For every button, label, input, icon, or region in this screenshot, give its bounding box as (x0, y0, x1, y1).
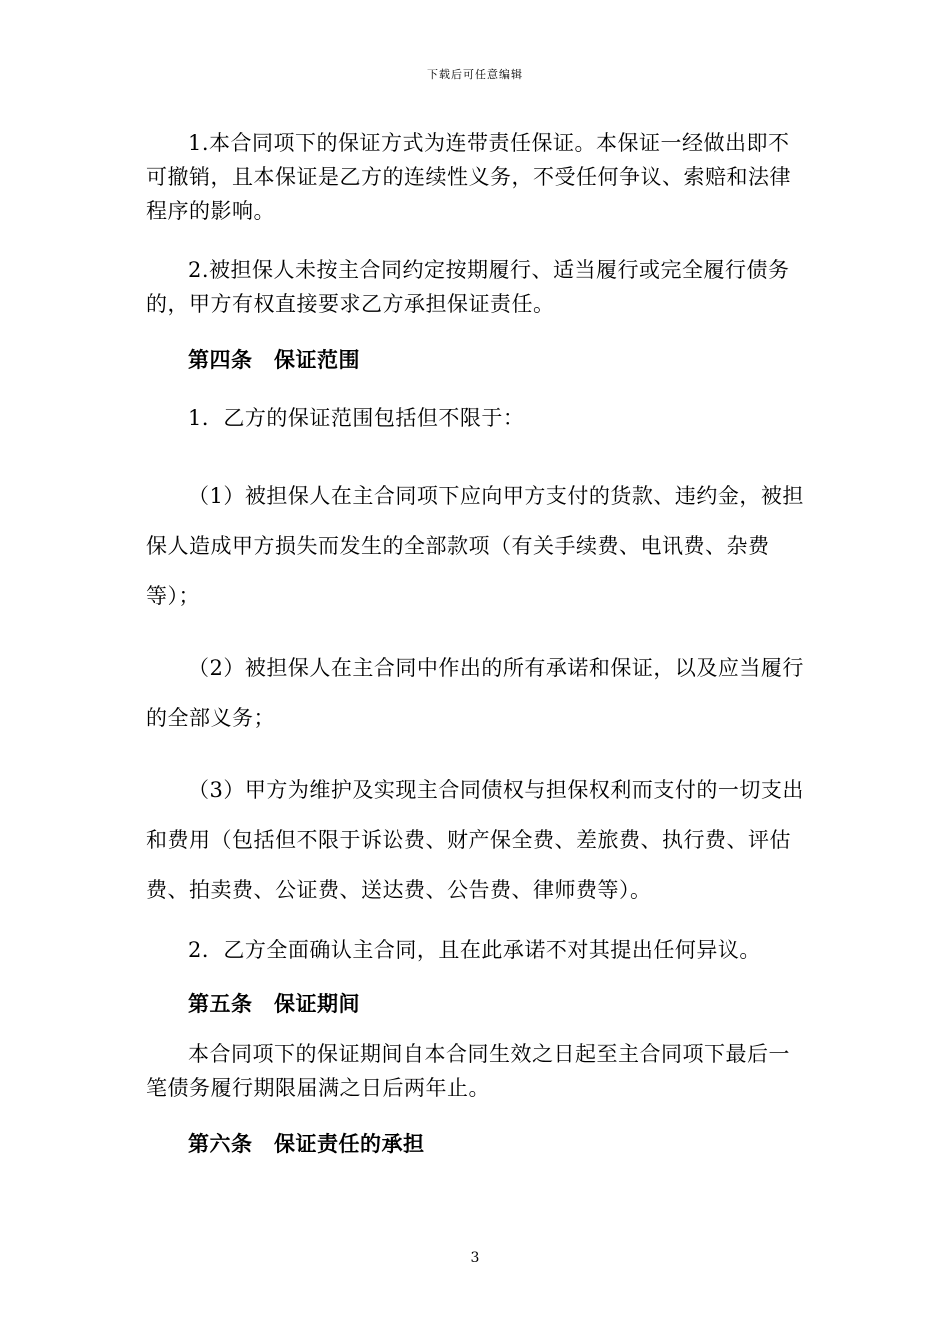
confirmation-paragraph: 2．乙方全面确认主合同，且在此承诺不对其提出任何异议。 (188, 938, 761, 962)
clause-paragraph-1: 1.本合同项下的保证方式为连带责任保证。本保证一经做出即不可撤销，且本保证是乙方的连续性义务，不受任何争议、索赔和法律程序的影响。 (146, 131, 791, 223)
guarantee-period-paragraph: 本合同项下的保证期间自本合同生效之日起至主合同项下最后一笔债务履行期限届满之日后两年止。 (146, 1042, 790, 1100)
page-number: 3 (470, 1250, 480, 1266)
scope-intro: 1．乙方的保证范围包括但不限于： (188, 406, 525, 430)
clause-paragraph-2: 2.被担保人未按主合同约定按期履行、适当履行或完全履行债务的，甲方有权直接要求乙方承担保证责任。 (146, 258, 790, 316)
page-header: 下载后可任意编辑 (427, 68, 523, 81)
article-4-heading: 第四条 保证范围 (188, 347, 360, 372)
document-body (146, 126, 808, 1161)
scope-item-3: （3）甲方为维护及实现主合同债权与担保权利而支付的一切支出和费用（包括但不限于诉讼费、财产保全费、差旅费、执行费、评估费、拍卖费、公证费、送达费、公告费、律师费等）。 (146, 778, 804, 902)
scope-item-1: （1）被担保人在主合同项下应向甲方支付的货款、违约金，被担保人造成甲方损失而发生的全部款项（有关手续费、电讯费、杂费等）； (146, 484, 804, 608)
scope-item-2: （2）被担保人在主合同中作出的所有承诺和保证，以及应当履行的全部义务； (146, 656, 804, 730)
article-6-heading: 第六条 保证责任的承担 (188, 1131, 425, 1156)
article-5-heading: 第五条 保证期间 (188, 991, 360, 1016)
